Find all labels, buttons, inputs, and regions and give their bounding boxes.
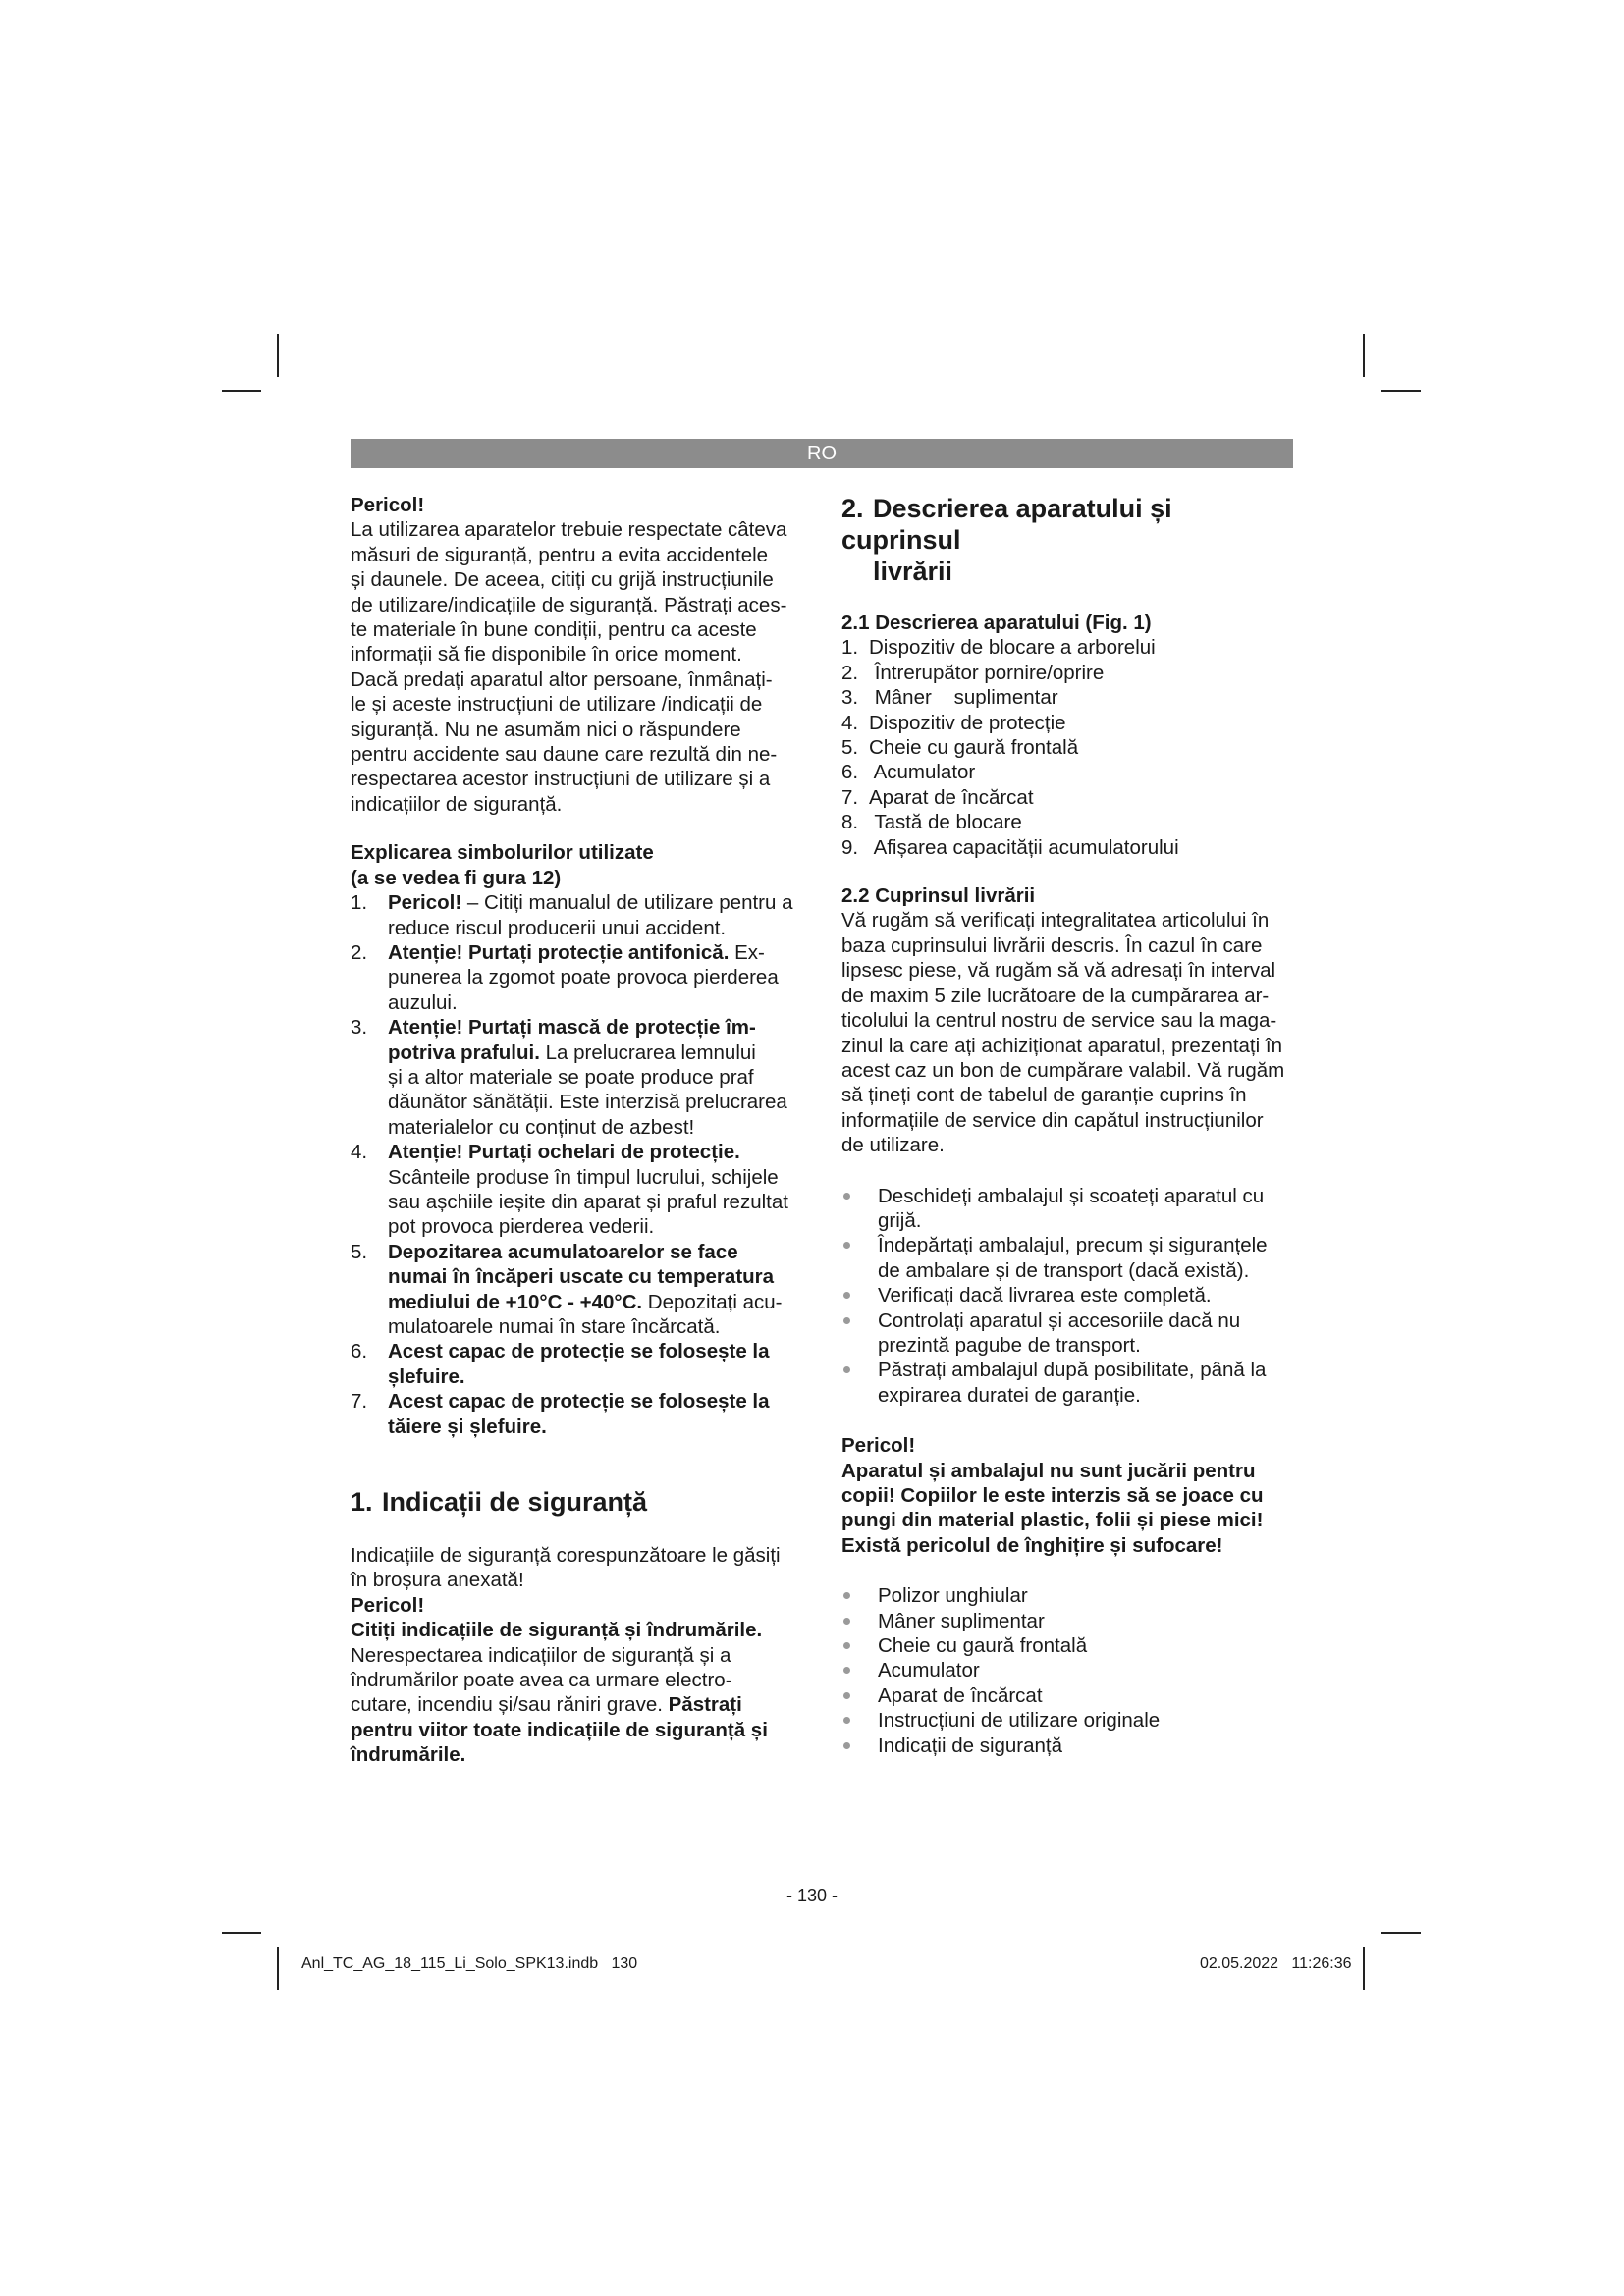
section-1-heading <box>351 1486 802 1518</box>
language-label: RO <box>807 443 837 464</box>
list-number: 8. <box>841 811 859 834</box>
section-number: 2. <box>841 494 864 523</box>
text-line: indicațiilor de siguranță. <box>351 792 563 816</box>
list-item <box>841 735 1295 760</box>
text-line: pentru accidente sau daune care rezultă din ne- <box>351 743 778 767</box>
list-number: 4. <box>351 1141 368 1164</box>
step-text: Păstrați ambalajul după posibilitate, până la <box>878 1359 1267 1382</box>
symbol-bold: mediului de +10°C - +40°C. <box>388 1290 643 1313</box>
content-item-text: Instrucțiuni de utilizare originale <box>878 1709 1161 1733</box>
symbol-text: auzului. <box>388 990 458 1014</box>
list-item <box>841 835 1295 860</box>
step-text: grijă. <box>878 1208 922 1232</box>
text-line: și daunele. De aceea, citiți cu grijă instrucțiunile <box>351 568 774 592</box>
symbol-text: La prelucrarea lemnului <box>539 1041 756 1064</box>
part-label: Acumulator <box>869 761 976 784</box>
bullet-icon <box>843 1592 850 1599</box>
warning-line: copii! Copiilor le este interzis să se joace cu <box>841 1484 1264 1507</box>
list-item <box>841 635 1295 660</box>
part-label: Întrerupător pornire/oprire <box>869 661 1105 684</box>
list-item <box>841 661 1295 685</box>
list-number: 3. <box>351 1016 368 1040</box>
symbols-heading: Explicarea simbolurilor utilizate <box>351 841 654 865</box>
text-line: de utilizare. <box>841 1134 945 1157</box>
symbol-text: – Citiți manualul de utilizare pentru a <box>461 891 793 915</box>
bullet-icon <box>843 1242 850 1249</box>
part-label: Cheie cu gaură frontală <box>869 736 1079 760</box>
text-line: Vă rugăm să verificați integralitatea articolului în <box>841 909 1270 933</box>
step-text: Controlați aparatul și accesoriile dacă nu <box>878 1308 1241 1332</box>
list-item <box>351 890 802 940</box>
crop-mark-bottom-left-v <box>277 1947 279 1990</box>
content-item-text: Cheie cu gaură frontală <box>878 1634 1088 1658</box>
crop-mark-top-right-v <box>1363 334 1365 377</box>
part-label: Tastă de blocare <box>869 811 1022 834</box>
part-label: Dispozitiv de blocare a arborelui <box>869 636 1156 660</box>
symbol-text: mulatoarele numai în stare încărcată. <box>388 1315 721 1338</box>
crop-mark-bottom-left-h <box>222 1932 261 1934</box>
text-line: ticolului la centrul nostru de service sau la maga- <box>841 1009 1277 1033</box>
list-number: 5. <box>841 736 859 760</box>
safety-pericol-heading: Pericol! <box>351 1593 425 1617</box>
list-item <box>841 711 1295 735</box>
text-line: te materiale în bune condiții, pentru ca aceste <box>351 618 757 642</box>
symbol-bold: potriva prafului. <box>388 1041 540 1064</box>
text-line: acest caz un bon de cumpărare valabil. Vă rugăm <box>841 1058 1285 1082</box>
text-line: respectarea acestor instrucțiuni de utilizare și a <box>351 768 771 791</box>
list-item <box>351 1389 802 1439</box>
bullet-icon <box>843 1642 850 1649</box>
list-item <box>841 1583 1295 1608</box>
symbol-bold: Acest capac de protecție se folosește la <box>388 1340 770 1363</box>
list-item <box>841 1633 1295 1658</box>
symbol-text: Scânteile produse în timpul lucrului, schijele <box>388 1165 779 1189</box>
text-line: să țineți cont de tabelul de garanție cuprins în <box>841 1084 1247 1107</box>
delivery-paragraph <box>841 908 1295 1157</box>
list-number: 6. <box>351 1340 368 1363</box>
symbol-bold: Atenție! Purtați protecție antifonică. <box>388 940 730 964</box>
bullet-icon <box>843 1618 850 1625</box>
list-item <box>351 1339 802 1389</box>
list-number: 3. <box>841 686 859 710</box>
part-label: Dispozitiv de protecție <box>869 711 1066 734</box>
text-line: La utilizarea aparatelor trebuie respectate câteva <box>351 518 787 542</box>
crop-mark-bottom-right-v <box>1363 1947 1365 1990</box>
text-line <box>351 1692 802 1717</box>
content-item-text: Polizor unghiular <box>878 1584 1028 1608</box>
pericol-paragraph <box>351 517 802 817</box>
list-item <box>351 1140 802 1240</box>
symbol-text: Depozitați acu- <box>642 1290 783 1313</box>
section-number: 1. <box>351 1487 373 1518</box>
symbol-bold: Pericol! <box>388 891 462 915</box>
bold-fragment: Păstrați <box>662 1693 742 1717</box>
safety-bold-line: pentru viitor toate indicațiile de siguranță și <box>351 1718 768 1741</box>
list-item <box>841 810 1295 834</box>
part-label: Aparat de încărcat <box>869 785 1034 809</box>
list-number: 5. <box>351 1240 368 1263</box>
symbol-text: și a altor materiale se poate produce praf <box>388 1065 754 1089</box>
safety-bold-line: Citiți indicațiile de siguranță și îndrumările. <box>351 1619 763 1642</box>
text-line: măsuri de siguranță, pentru a evita accidentele <box>351 543 769 566</box>
text-line: informațiile de service din capătul instrucțiunilor <box>841 1108 1264 1132</box>
step-text: de ambalare și de transport (dacă există). <box>878 1258 1250 1282</box>
symbol-text: dăunător sănătății. Este interzisă prelucrarea <box>388 1091 787 1114</box>
list-number: 7. <box>841 785 859 809</box>
part-label: Afișarea capacității acumulatorului <box>869 835 1179 859</box>
bullet-icon <box>843 1292 850 1299</box>
list-item <box>841 685 1295 710</box>
text-line: zinul la care ați achiziționat aparatul, prezentați în <box>841 1034 1282 1057</box>
list-item <box>841 1734 1295 1758</box>
list-number: 2. <box>351 940 368 964</box>
part-label: Mâner suplimentar <box>869 686 1058 710</box>
text-line: îndrumărilor poate avea ca urmare electro- <box>351 1669 732 1692</box>
bullet-icon <box>843 1317 850 1324</box>
crop-mark-top-left-h <box>222 390 261 392</box>
pericol-heading: Pericol! <box>351 494 425 516</box>
text-line: Indicațiile de siguranță corespunzătoare le găsiți <box>351 1544 781 1568</box>
date-info: 02.05.2022 11:26:36 <box>1200 1955 1352 1972</box>
list-item <box>351 1240 802 1340</box>
list-item <box>841 1358 1295 1408</box>
text-line: Nerespectarea indicațiilor de siguranță și a <box>351 1643 731 1667</box>
symbol-bold: șlefuire. <box>388 1364 465 1388</box>
symbol-bold: Atenție! Purtați ochelari de protecție. <box>388 1141 740 1164</box>
subsection-2-2-heading: 2.2 Cuprinsul livrării <box>841 884 1036 908</box>
step-text: Verificați dacă livrarea este completă. <box>878 1284 1212 1308</box>
safety-bold-line: îndrumările. <box>351 1743 466 1767</box>
text-line: de maxim 5 zile lucrătoare de la cumpărarea ar- <box>841 984 1270 1007</box>
symbol-bold: tăiere și șlefuire. <box>388 1415 547 1438</box>
parts-list <box>841 635 1295 860</box>
symbol-bold: Atenție! Purtați mască de protecție îm- <box>388 1016 756 1040</box>
list-number: 7. <box>351 1390 368 1414</box>
step-text: Deschideți ambalajul și scoateți aparatul cu <box>878 1184 1265 1207</box>
symbol-bold: Acest capac de protecție se folosește la <box>388 1390 770 1414</box>
step-text: expirarea duratei de garanție. <box>878 1383 1141 1407</box>
package-contents-list <box>841 1583 1295 1758</box>
bullet-icon <box>843 1667 850 1674</box>
warning-line: pungi din material plastic, folii și piese mici! <box>841 1509 1264 1532</box>
page-number: - 130 - <box>785 1886 839 1905</box>
text-line: în broșura anexată! <box>351 1569 524 1592</box>
bullet-icon <box>843 1366 850 1373</box>
symbol-bold: Depozitarea acumulatoarelor se face <box>388 1240 738 1263</box>
bullet-icon <box>843 1193 850 1200</box>
list-item <box>841 1308 1295 1359</box>
list-item <box>351 1015 802 1140</box>
content-item-text: Acumulator <box>878 1659 980 1682</box>
unpacking-steps-list <box>841 1184 1295 1409</box>
crop-mark-bottom-right-h <box>1381 1932 1421 1934</box>
crop-mark-top-left-v <box>277 334 279 377</box>
file-info: Anl_TC_AG_18_115_Li_Solo_SPK13.indb 130 <box>301 1955 638 1972</box>
list-item <box>351 940 802 1015</box>
bullet-icon <box>843 1717 850 1724</box>
content-item-text: Aparat de încărcat <box>878 1683 1043 1707</box>
warning-heading: Pericol! <box>841 1434 916 1458</box>
list-item <box>841 1184 1295 1234</box>
warning-line: Aparatul și ambalajul nu sunt jucării pentru <box>841 1459 1256 1482</box>
language-bar <box>351 439 1293 468</box>
symbols-list <box>351 890 802 1439</box>
symbol-text: pot provoca pierderea vederii. <box>388 1215 655 1239</box>
text-line: le și aceste instrucțiuni de utilizare /indicații de <box>351 693 763 717</box>
step-text: Îndepărtați ambalajul, precum și siguranțele <box>878 1234 1268 1257</box>
list-item <box>841 1683 1295 1708</box>
text-line: informații să fie disponibile în orice moment. <box>351 643 742 667</box>
list-item <box>841 1609 1295 1633</box>
text-line: de utilizare/indicațiile de siguranță. Păstrați aces- <box>351 593 787 616</box>
list-item <box>841 785 1295 810</box>
list-number: 2. <box>841 661 859 684</box>
list-item <box>841 1708 1295 1733</box>
text-line: baza cuprinsului livrării descris. În cazul în care <box>841 934 1263 957</box>
section-title: Descrierea aparatului și cuprinsul <box>841 494 1172 555</box>
symbols-heading-ref: (a se vedea fi gura 12) <box>351 866 562 889</box>
left-column <box>351 493 802 1768</box>
list-number: 4. <box>841 711 859 734</box>
bullet-icon <box>843 1692 850 1699</box>
symbol-text: punerea la zgomot poate provoca pierderea <box>388 966 779 989</box>
symbol-text: Ex- <box>729 940 765 964</box>
list-item <box>841 760 1295 784</box>
bullet-icon <box>843 1742 850 1749</box>
section-2-heading <box>841 493 1295 587</box>
list-item <box>841 1658 1295 1682</box>
warning-line: Există pericolul de înghițire și sufocare! <box>841 1533 1223 1557</box>
right-column <box>841 493 1295 1758</box>
content-item-text: Mâner suplimentar <box>878 1609 1045 1632</box>
crop-mark-top-right-h <box>1381 390 1421 392</box>
subsection-2-1-heading: 2.1 Descrierea aparatului (Fig. 1) <box>841 612 1152 634</box>
symbol-text: sau așchiile ieșite din aparat și praful rezultat <box>388 1190 788 1213</box>
symbol-bold: numai în încăperi uscate cu temperatura <box>388 1265 775 1289</box>
list-number: 6. <box>841 761 859 784</box>
list-item <box>841 1233 1295 1283</box>
section-title: Indicații de siguranță <box>382 1487 648 1518</box>
section-title-cont: livrării <box>873 557 953 586</box>
text-line: siguranță. Nu ne asumăm nici o răspundere <box>351 718 741 741</box>
text-line: Dacă predați aparatul altor persoane, înmânați- <box>351 667 773 691</box>
symbol-text: reduce riscul producerii unui accident. <box>388 916 727 939</box>
symbol-text: materialelor cu conținut de azbest! <box>388 1115 695 1139</box>
content-item-text: Indicații de siguranță <box>878 1734 1063 1757</box>
list-item <box>841 1283 1295 1308</box>
text-line: lipsesc piese, vă rugăm să vă adresați în interval <box>841 959 1276 983</box>
text-fragment: cutare, incendiu și/sau răniri grave. <box>351 1693 663 1717</box>
list-number: 9. <box>841 835 859 859</box>
list-number: 1. <box>841 636 859 660</box>
list-number: 1. <box>351 891 368 915</box>
step-text: prezintă pagube de transport. <box>878 1333 1141 1357</box>
